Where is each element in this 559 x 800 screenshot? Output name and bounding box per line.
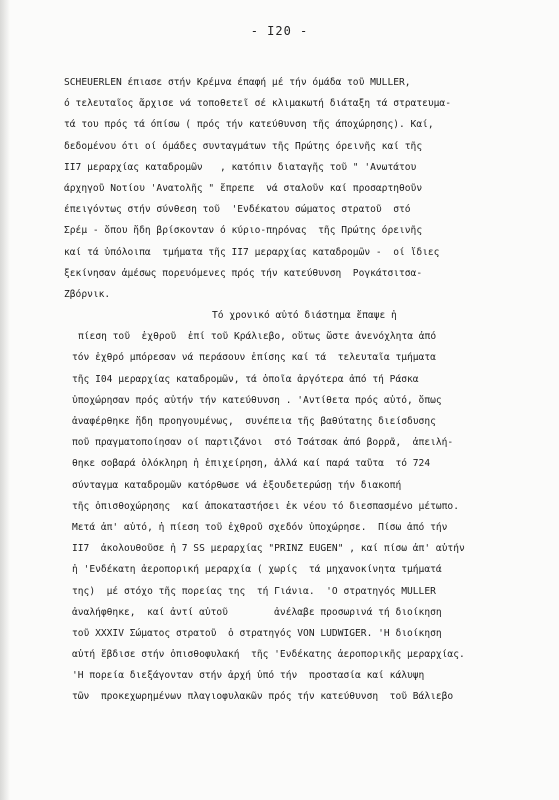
text-line: ἀναφέρθηκε ἤδη προηγουμένως, συνέπεια τῆς βαθύτατης διείσδυσης [72,416,436,427]
text-line: 'Η πορεία διεξάγονταν στήν ἀρχή ὑπό τήν προστασία καί κάλυψη [72,670,425,682]
text-line: τῆς I04 μεραρχίας καταδρομῶν, τά ὁποῖα ἀργότερα ἀπό τή Ράσκα [72,373,419,385]
page-number: - I20 - [250,24,309,38]
text-line: δεδομένου ότι οί όμάδες συνταγμάτων τῆς Πρώτης όρεινῆς καί τῆς [64,140,423,152]
text-line: II7 μεραρχίας καταδρομῶν , κατόπιν διαταγῆς τοῦ " 'Ανωτάτου [64,161,417,173]
text-line: τόν ἐχθρό μπόρεσαν νά περάσουν ἐπίσης καί τά τελευταῖα τμήματα [72,352,436,364]
text-line: τά του πρός τά όπίσω ( πρός τήν κατεύθυνση τῆς άποχώρησης). Καί, [64,119,434,131]
text-line: σύνταγμα καταδρομῶν κατόρθωσε νά ἐξουδετερώσῃ τήν διακοπή [72,479,402,491]
text-line: τῶν προκεχωρημένων πλαγιοφυλακῶν πρός τήν κατεύθυνση τοῦ Βάλιεβο [72,691,454,703]
text-line: ό τελευταῖος ἄρχισε νά τοποθετεῖ σέ κλιμακωτή διάταξη τά στρατευμα- [64,98,451,110]
text-line: καί τά ὑπόλοιπα τμήματα τῆς II7 μεραρχίας καταδρομῶν - οί ἴδιες [64,246,440,258]
body-text [64,72,552,708]
scan-edge-shadow [0,0,10,800]
text-line: ἡ 'Ενδέκατη ἀεροπορική μεραρχία ( χωρίς τά μηχανοκίνητα τμήματά [72,564,442,576]
text-line: ἀναλήφθηκε, καί ἀντί αὐτοῦ ἀνέλαβε προσωρινά τή διοίκηση [72,606,442,618]
text-line: άρχηγοῦ Νοτίου 'Ανατολῆς " ἔπρεπε νά σταλοῦν καί προσαρτηθοῦν [64,182,423,194]
text-line: ξεκίνησαν ἀμέσως πορευόμενες πρός τήν κατεύθυνση Ρογκάτσιτσα- [64,267,423,279]
text-line: της) μέ στόχο τῆς πορείας της τή Γιάνια. 'Ο στρατηγός MULLER [72,585,436,597]
text-line: τῆς ὀπισθοχώρησης καί ἀποκαταστήσει ἐκ νέου τό διεσπασμένο μέτωπο. [72,500,459,512]
text-line: II7 ἀκολουθοῦσε ἡ 7 SS μεραρχίας "PRINZ EUGEN" , καί πίσω ἀπ' αὐτήν [72,543,465,555]
text-line: Μετά ἀπ' αὐτό, ἡ πίεση τοῦ ἐχθροῦ σχεδόν ὑποχώρησε. Πίσω ἀπό τήν [72,521,448,533]
text-line: θηκε σοβαρά ὁλόκληρη ἡ ἐπιχείρηση, ἀλλά καί παρά ταῦτα τό 724 [72,458,431,470]
text-line: Σρέμ - ὅπου ἤδη βρίσκονταν ό κύριο-πηρόνας τῆς Πρώτης όρεινῆς [64,225,423,237]
text-line: ὑποχώρησαν πρός αὐτήν τήν κατεύθυνση . 'Αντίθετα πρός αὐτό, ὅπως [72,394,442,406]
text-line: Ζβόρνικ. [64,288,111,300]
text-line: έπειγόντως στήν σύνθεση τοῦ 'Ενδέκατου σώματος στρατοῦ στό [64,204,411,216]
text-line: πίεση τοῦ ἐχθροῦ ἐπί τοῦ Κράλιεβο, οὕτως ὥστε ἀνενόχλητα ἀπό [78,331,437,343]
text-line: αὐτή ἔβδισε στήν ὀπισθοφυλακή τῆς 'Ενδέκατης ἀεροπορικῆς μεραρχίας. [72,649,465,661]
text-line: SCHEUERLEN έπιασε στήν Κρέμνα έπαφή μέ τήν όμάδα τοῦ MULLER, [64,77,411,88]
text-line: τοῦ XXXIV Σώματος στρατοῦ ὁ στρατηγός VON LUDWIGER. 'Η διοίκηση [72,627,442,639]
text-line: Τό χρονικό αὐτό διάστημα ἔπαψε ἡ [212,310,397,322]
text-line: ποῦ πραγματοποίησαν οί παρτιζάνοι στό Τσάτσακ ἀπό βορρᾶ, ἀπειλή- [72,437,454,449]
